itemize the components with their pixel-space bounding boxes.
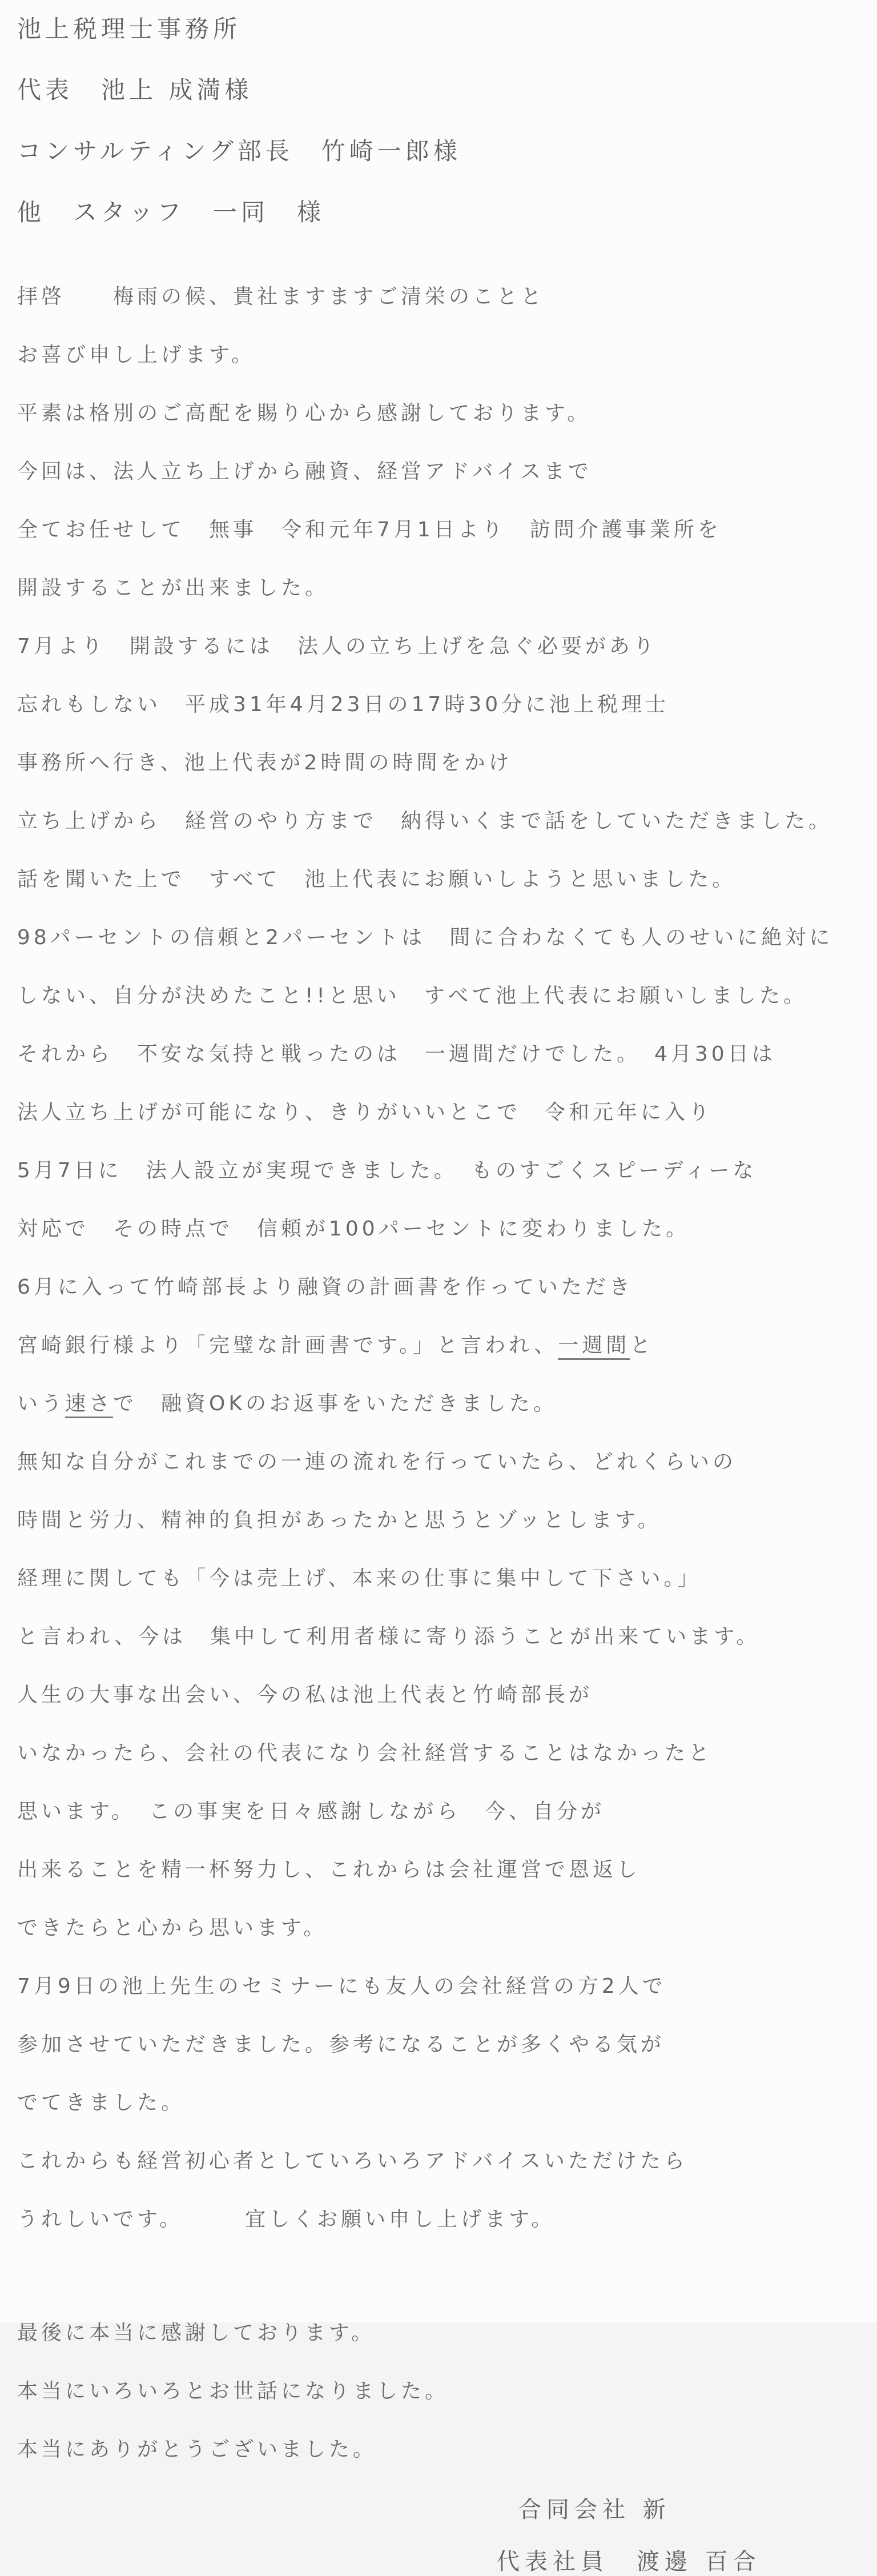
letter-line: と言われ、今は 集中して利用者様に寄り添うことが出来ています。 xyxy=(17,1625,761,1648)
letter-line: 宮崎銀行様より「完璧な計画書です。」と言われ、一週間と xyxy=(17,1329,866,1358)
letter-line: 立ち上げから 経営のやり方まで 納得いくまで話をしていただきました。 xyxy=(17,809,833,833)
letter-closing xyxy=(17,2317,866,2462)
letter-line: 全てお任せして 無事 令和元年7月1日より 訪問介護事業所を xyxy=(17,518,722,541)
signature-name: 代表社員 渡邊 百合 xyxy=(497,2549,761,2575)
letter-line: これからも経営初心者としていろいろアドバイスいただけたら xyxy=(17,2149,688,2173)
letter-line: いなかったら、会社の代表になり会社経営することはなかったと xyxy=(17,1742,713,1765)
letter-line: 事務所へ行き、池上代表が2時間の時間をかけ xyxy=(17,751,513,775)
letter-line: うれしいです。 宜しくお願い申し上げます。 xyxy=(17,2208,556,2231)
letter-line: お喜び申し上げます。 xyxy=(17,343,256,367)
letter-line: しない、自分が決めたこと!!と思い すべて池上代表にお願いしました。 xyxy=(17,984,808,1008)
letter-line: 平素は格別のご高配を賜り心から感謝しております。 xyxy=(17,402,592,425)
letter-line: コンサルティング部長 竹崎一郎様 xyxy=(17,137,461,165)
letter-line: できたらと心から思います。 xyxy=(17,1916,328,1940)
letter-line: それから 不安な気持と戦ったのは 一週間だけでした。 4月30日は xyxy=(17,1042,776,1066)
signature-company: 合同会社 新 xyxy=(518,2497,671,2523)
letter-line: 7月9日の池上先生のセミナーにも友人の会社経営の方2人で xyxy=(17,1975,666,1998)
underlined-phrase: 一週間 xyxy=(558,1334,630,1360)
letter-line: 本当にありがとうございました。 xyxy=(17,2438,377,2461)
underlined-phrase: 速さ xyxy=(65,1392,113,1418)
letter-line: 98パーセントの信頼と2パーセントは 間に合わなくても人のせいに絶対に xyxy=(17,926,834,949)
letter-line: 参加させていただきました。参考になることが多くやる気が xyxy=(17,2033,665,2056)
letter-line: 本当にいろいろとお世話になりました。 xyxy=(17,2380,449,2403)
letter-body xyxy=(17,280,866,2232)
letter-line: 今回は、法人立ち上げから融資、経営アドバイスまで xyxy=(17,460,592,483)
letter-line: 開設することが出来ました。 xyxy=(17,576,329,600)
letter-line: 話を聞いた上で すべて 池上代表にお願いしようと思いました。 xyxy=(17,868,737,891)
letter-line: 思います。 この事実を日々感謝しながら 今、自分が xyxy=(17,1800,605,1823)
letter-line: 法人立ち上げが可能になり、きりがいいとこで 令和元年に入り xyxy=(17,1101,713,1124)
recipient-block xyxy=(17,10,866,228)
letter-line: 時間と労力、精神的負担があったかと思うとゾッとします。 xyxy=(17,1508,662,1532)
letter-line: 対応で その時点で 信頼が100パーセントに変わりました。 xyxy=(17,1217,690,1241)
letter-line: 池上税理士事務所 xyxy=(17,15,242,43)
letter-line: 5月7日に 法人設立が実現できました。 ものすごくスピーディーな xyxy=(17,1159,757,1182)
letter-line: いう速さで 融資OKのお返事をいただきました。 xyxy=(17,1387,866,1417)
letter-line: でてきました。 xyxy=(17,2091,186,2114)
letter-line: 人生の大事な出会い、今の私は池上代表と竹崎部長が xyxy=(17,1683,593,1707)
letter-line: 拝啓 梅雨の候、貴社ますますご清栄のことと xyxy=(17,285,545,308)
signature-block xyxy=(497,2491,866,2576)
letter-line: 代表 池上 成満様 xyxy=(17,76,253,104)
letter-line: 6月に入って竹崎部長より融資の計画書を作っていただき xyxy=(17,1275,633,1299)
letter-line: 最後に本当に感謝しております。 xyxy=(17,2321,376,2345)
letter-line: 経理に関しても「今は売上げ、本来の仕事に集中して下さい。」 xyxy=(17,1567,702,1590)
letter-line: 7月より 開設するには 法人の立ち上げを急ぐ必要があり xyxy=(17,635,657,658)
letter-line: 忘れもしない 平成31年4月23日の17時30分に池上税理士 xyxy=(17,693,670,716)
letter-line: 他 スタッフ 一同 様 xyxy=(17,198,325,226)
letter-line: 無知な自分がこれまでの一連の流れを行っていたら、どれくらいの xyxy=(17,1450,737,1474)
letter-line: 出来ることを精一杯努力し、これからは会社運営で恩返し xyxy=(17,1858,641,1881)
